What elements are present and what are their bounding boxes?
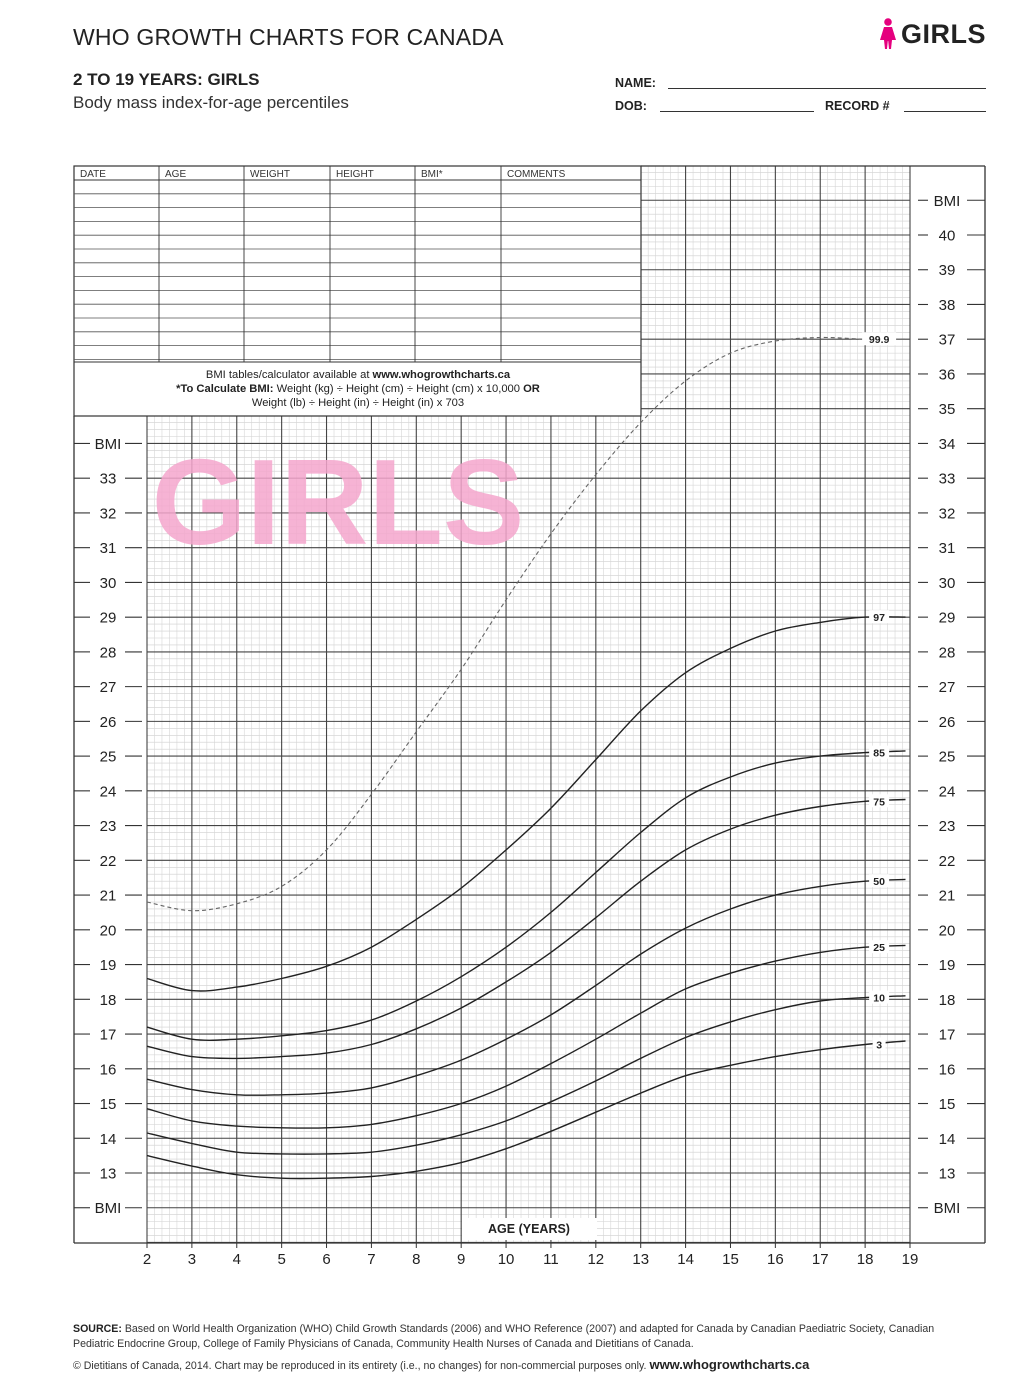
left-y-tick-label: 21 bbox=[99, 887, 117, 905]
right-y-tick-label: 35 bbox=[938, 401, 956, 419]
x-tick-label: 17 bbox=[811, 1251, 829, 1268]
x-tick-label: 15 bbox=[722, 1251, 739, 1268]
percentile-75-label: 75 bbox=[873, 796, 885, 809]
right-y-tick-label: 29 bbox=[938, 609, 956, 627]
right-y-tick-label: 36 bbox=[938, 366, 956, 384]
percentile-25-curve bbox=[147, 945, 906, 1128]
right-y-tick-label: 40 bbox=[938, 227, 956, 245]
percentile-50-label: 50 bbox=[873, 876, 885, 889]
left-y-tick-label: 32 bbox=[99, 505, 117, 523]
page-title: WHO GROWTH CHARTS FOR CANADA bbox=[73, 24, 504, 50]
x-tick-label: 4 bbox=[232, 1251, 241, 1268]
girls-badge-label: GIRLS bbox=[900, 18, 986, 49]
left-y-tick-label: 25 bbox=[99, 748, 117, 766]
left-y-tick-label: 27 bbox=[99, 679, 117, 697]
percentile-85-label: 85 bbox=[873, 747, 885, 760]
percentile-99.9-label: 99.9 bbox=[868, 334, 890, 347]
bmi-note-line3: Weight (lb) ÷ Height (in) ÷ Height (in) x 703 bbox=[251, 397, 465, 409]
right-y-tick-label: 18 bbox=[938, 991, 956, 1009]
right-y-tick-label: 38 bbox=[938, 296, 956, 314]
right-y-tick-label: 17 bbox=[938, 1026, 956, 1044]
x-tick-label: 5 bbox=[277, 1251, 286, 1268]
percentile-25-label: 25 bbox=[873, 942, 885, 955]
right-y-tick-label: 13 bbox=[938, 1165, 956, 1183]
left-y-tick-label: 26 bbox=[99, 713, 117, 731]
x-tick-label: 18 bbox=[856, 1251, 874, 1268]
x-tick-label: 19 bbox=[901, 1251, 919, 1268]
website-link[interactable]: www.whogrowthcharts.ca bbox=[649, 1357, 810, 1372]
right-y-tick-label: 22 bbox=[938, 852, 956, 870]
x-axis-label: AGE (YEARS) bbox=[488, 1222, 570, 1236]
left-y-tick-label: 28 bbox=[99, 644, 117, 662]
left-y-tick-label: 17 bbox=[99, 1026, 117, 1044]
left-y-tick-label: BMI bbox=[94, 435, 122, 453]
left-y-tick-label: 20 bbox=[99, 922, 117, 940]
right-y-tick-label: 21 bbox=[938, 887, 956, 905]
left-y-tick-label: 31 bbox=[99, 540, 117, 558]
percentile-3-label: 3 bbox=[876, 1039, 883, 1052]
right-y-tick-label: 33 bbox=[938, 470, 956, 488]
name-label: NAME: bbox=[615, 76, 656, 90]
left-y-tick-label: 24 bbox=[99, 783, 117, 801]
x-tick-label: 3 bbox=[187, 1251, 197, 1268]
left-y-tick-label: 16 bbox=[99, 1061, 117, 1079]
table-column-header: BMI* bbox=[421, 169, 443, 180]
right-y-tick-label: 31 bbox=[938, 540, 956, 558]
source-note: SOURCE: Based on World Health Organization (WHO) Child Growth Standards (2006) and WHO Reference (2007) and adapted for Canada by Canadian Paediatric Society, Canadian Pediatric Endocrine Group, College of Family Physicians of Canada, Community Health Nurses of Canada and Dietitians of Canada. bbox=[73, 1323, 935, 1350]
right-y-tick-label: 23 bbox=[938, 818, 956, 836]
left-y-tick-label: 30 bbox=[99, 574, 117, 592]
left-y-tick-label: 18 bbox=[99, 991, 117, 1009]
left-y-tick-label: 19 bbox=[99, 957, 117, 975]
x-tick-label: 10 bbox=[497, 1251, 515, 1268]
right-y-tick-label: 39 bbox=[938, 262, 956, 280]
percentile-10-curve bbox=[147, 996, 906, 1154]
right-y-tick-label: 30 bbox=[938, 574, 956, 592]
footer bbox=[73, 1322, 973, 1374]
left-y-tick-label: 14 bbox=[99, 1130, 117, 1148]
right-y-tick-label: 19 bbox=[938, 957, 956, 975]
right-y-tick-label: 26 bbox=[938, 713, 956, 731]
left-y-tick-label: 15 bbox=[99, 1096, 117, 1114]
right-y-tick-label: 32 bbox=[938, 505, 956, 523]
percentile-75-curve bbox=[147, 800, 906, 1059]
table-column-header: AGE bbox=[165, 169, 187, 180]
dob-label: DOB: bbox=[615, 99, 647, 113]
right-y-tick-label: 20 bbox=[938, 922, 956, 940]
x-tick-label: 16 bbox=[767, 1251, 784, 1268]
x-tick-label: 7 bbox=[367, 1251, 376, 1268]
right-y-tick-label: 14 bbox=[938, 1130, 956, 1148]
right-y-tick-label: BMI bbox=[933, 1200, 961, 1218]
right-y-tick-label: 28 bbox=[938, 644, 956, 662]
left-y-tick-label: 23 bbox=[99, 818, 117, 836]
bmi-note-line1: BMI tables/calculator available at www.whogrowthcharts.ca bbox=[205, 369, 511, 381]
table-column-header: DATE bbox=[80, 169, 106, 180]
table-column-header: HEIGHT bbox=[336, 169, 374, 180]
right-y-tick-label: 15 bbox=[938, 1096, 956, 1114]
right-y-tick-label: BMI bbox=[933, 192, 961, 210]
record-label: RECORD # bbox=[825, 99, 890, 113]
x-tick-label: 8 bbox=[412, 1251, 421, 1268]
subtitle-chart-name: Body mass index-for-age percentiles bbox=[73, 93, 349, 112]
percentile-97-label: 97 bbox=[873, 612, 885, 625]
left-y-tick-label: 33 bbox=[99, 470, 117, 488]
x-tick-label: 12 bbox=[587, 1251, 605, 1268]
table-column-header: WEIGHT bbox=[250, 169, 290, 180]
x-tick-label: 13 bbox=[632, 1251, 650, 1268]
right-y-tick-label: 27 bbox=[938, 679, 956, 697]
copyright-note: © Dietitians of Canada, 2014. Chart may be reproduced in its entirety (i.e., no changes) for non-commercial purposes only. www.whogrowthcharts.ca bbox=[73, 1357, 810, 1372]
percentile-10-label: 10 bbox=[873, 992, 885, 1005]
left-y-tick-label: 22 bbox=[99, 852, 117, 870]
left-y-tick-label: BMI bbox=[94, 1200, 122, 1218]
girls-watermark: GIRLS bbox=[151, 434, 525, 570]
right-y-tick-label: 25 bbox=[938, 748, 956, 766]
subtitle-age-range: 2 TO 19 YEARS: GIRLS bbox=[73, 70, 260, 89]
bmi-note-line2: *To Calculate BMI: Weight (kg) ÷ Height (cm) ÷ Height (cm) x 10,000 OR bbox=[176, 383, 540, 395]
right-y-tick-label: 34 bbox=[938, 435, 956, 453]
right-y-tick-label: 16 bbox=[938, 1061, 956, 1079]
x-tick-label: 6 bbox=[322, 1251, 331, 1268]
x-tick-label: 11 bbox=[543, 1251, 559, 1268]
x-tick-label: 9 bbox=[457, 1251, 466, 1268]
percentile-50-curve bbox=[147, 879, 906, 1095]
right-y-tick-label: 37 bbox=[938, 331, 956, 349]
table-column-header: COMMENTS bbox=[507, 169, 566, 180]
left-y-tick-label: 13 bbox=[99, 1165, 117, 1183]
x-tick-label: 2 bbox=[142, 1251, 152, 1268]
right-y-tick-label: 24 bbox=[938, 783, 956, 801]
x-tick-label: 14 bbox=[677, 1251, 694, 1268]
left-y-tick-label: 29 bbox=[99, 609, 117, 627]
